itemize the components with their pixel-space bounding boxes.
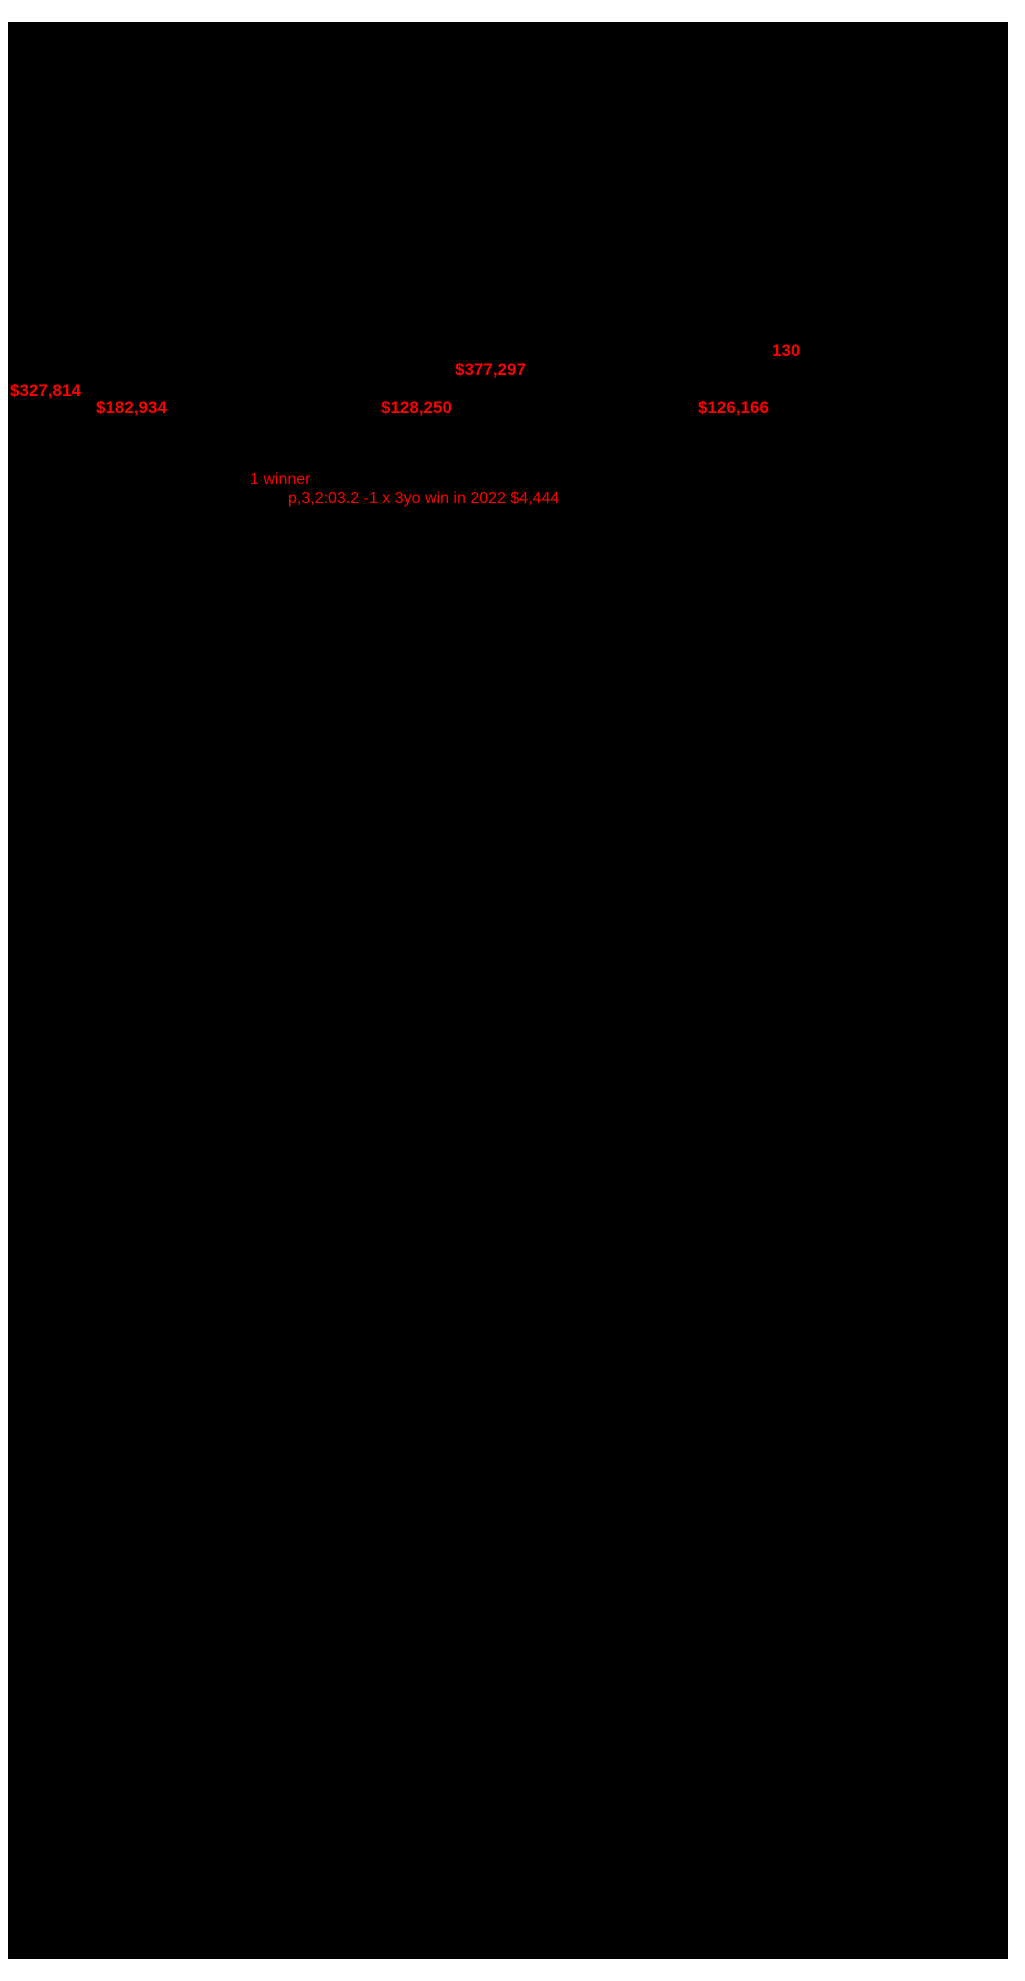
black-content-panel <box>8 22 1008 1959</box>
count-130: 130 <box>772 341 801 360</box>
earnings-128250: $128,250 <box>381 398 452 417</box>
earnings-182934: $182,934 <box>96 398 167 417</box>
race-record-note: p,3,2:03.2 -1 x 3yo win in 2022 $4,444 <box>288 490 560 507</box>
earnings-377297: $377,297 <box>455 360 526 379</box>
earnings-327814: $327,814 <box>10 381 81 400</box>
earnings-126166: $126,166 <box>698 398 769 417</box>
winner-count-note: 1 winner <box>250 471 311 488</box>
